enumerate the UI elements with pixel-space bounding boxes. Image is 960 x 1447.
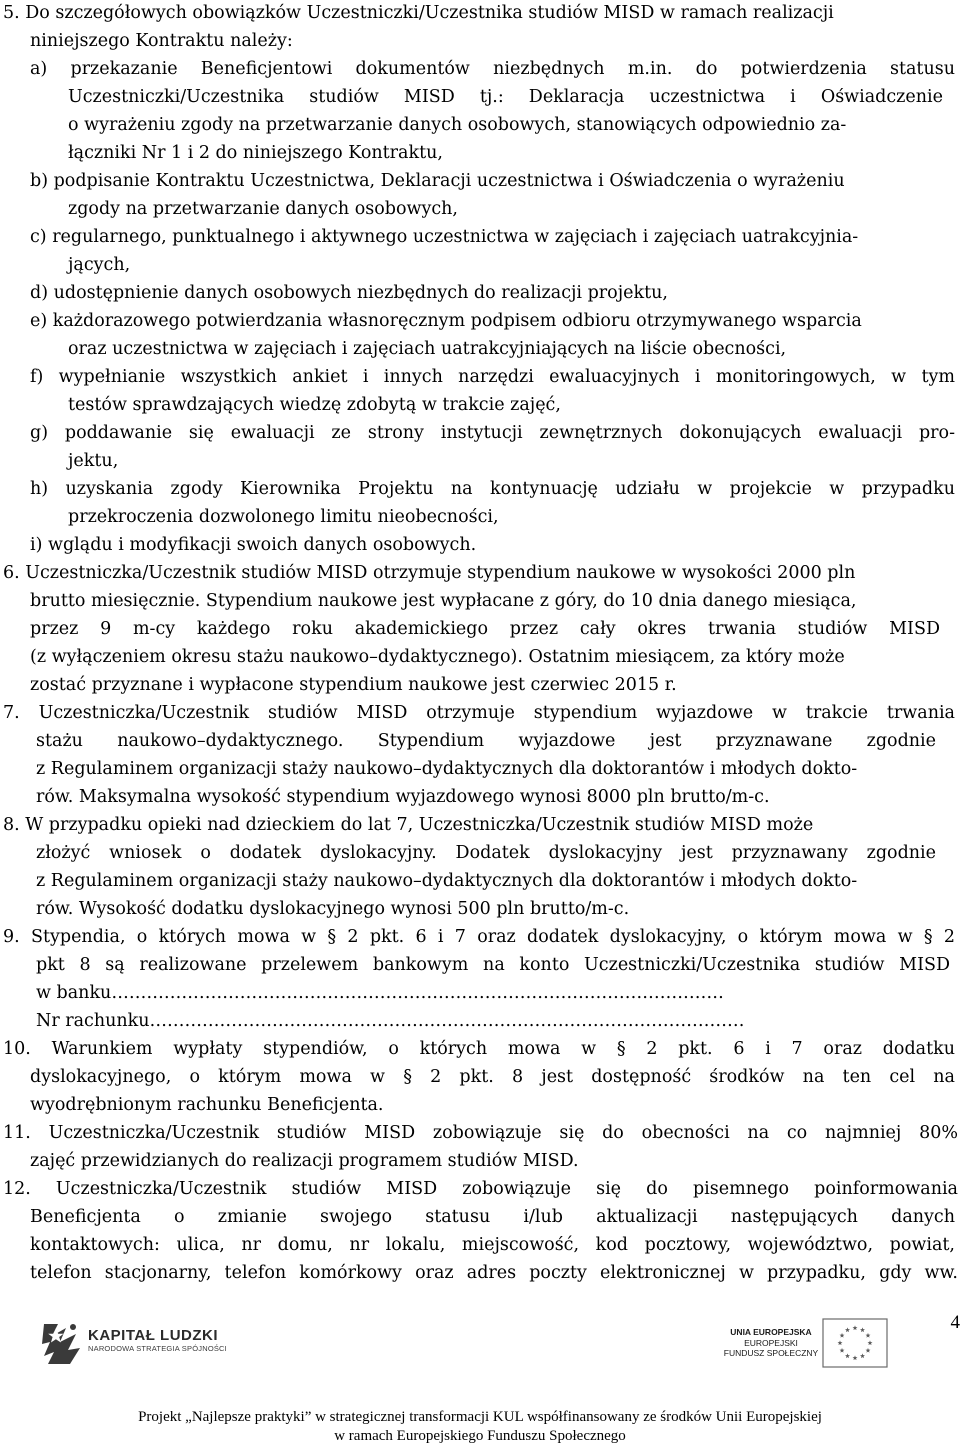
list-item-5b-line-2: zgody na przetwarzanie danych osobowych, bbox=[68, 199, 458, 219]
list-item-11-line-2: zajęć przewidzianych do realizacji programem studiów MISD. bbox=[30, 1151, 579, 1171]
kapital-ludzki-logo bbox=[40, 1318, 240, 1370]
list-item-6-line-1: 6. Uczestniczka/Uczestnik studiów MISD otrzymuje stypendium naukowe w wysokości 2000 pln bbox=[3, 563, 856, 583]
list-item-5c-line-2: jących, bbox=[68, 255, 131, 275]
eu-fund-label-1: EUROPEJSKI bbox=[744, 1337, 798, 1348]
list-item-12-line-1: 12. Uczestniczka/Uczestnik studiów MISD zobowiązuje się do pisemnego poinformowania bbox=[3, 1179, 958, 1199]
list-item-5b-line-1: b) podpisanie Kontraktu Uczestnictwa, Deklaracji uczestnictwa i Oświadczenia o wyrażeniu bbox=[30, 171, 845, 191]
list-item-7-line-3: z Regulaminem organizacji staży naukowo–dydaktycznych dla doktorantów i młodych dokto- bbox=[36, 759, 858, 779]
list-item-5e-line-1: e) każdorazowego potwierdzania własnoręcznym podpisem odbioru otrzymywanego wsparcia bbox=[30, 311, 862, 331]
list-item-5e-line-2: oraz uczestnictwa w zajęciach i zajęciach uatrakcyjniających na liście obecności, bbox=[68, 339, 787, 359]
list-item-8-line-3: z Regulaminem organizacji staży naukowo–dydaktycznych dla doktorantów i młodych dokto- bbox=[36, 871, 858, 891]
list-item-9-line-1: 9. Stypendia, o których mowa w § 2 pkt. 6 i 7 oraz dodatek dyslokacyjny, o którym mowa w § 2 bbox=[3, 927, 955, 947]
list-item-5g-line-2: jektu, bbox=[68, 451, 119, 471]
list-item-7-line-2: stażu naukowo–dydaktycznego. Stypendium wyjazdowe jest przyznawane zgodnie bbox=[36, 731, 936, 751]
eu-flag-icon bbox=[822, 1318, 888, 1368]
list-item-12-line-2: Beneficjenta o zmianie swojego statusu i/lub aktualizacji następujących danych bbox=[30, 1207, 955, 1227]
list-item-5a-line-4: łączniki Nr 1 i 2 do niniejszego Kontraktu, bbox=[68, 143, 443, 163]
list-item-5h-line-1: h) uzyskania zgody Kierownika Projektu na kontynuację udziału w projekcie w przypadku bbox=[30, 479, 955, 499]
list-item-5a-line-3: o wyrażeniu zgody na przetwarzanie danych osobowych, stanowiących odpowiednio za- bbox=[68, 115, 847, 135]
list-item-5g-line-1: g) poddawanie się ewaluacji ze strony instytucji zewnętrznych dokonujących ewaluacji pro- bbox=[30, 423, 955, 443]
list-item-9-line-2: pkt 8 są realizowane przelewem bankowym na konto Uczestniczki/Uczestnika studiów MISD bbox=[36, 955, 950, 975]
list-item-6-line-5: zostać przyznane i wypłacone stypendium naukowe jest czerwiec 2015 r. bbox=[30, 675, 677, 695]
footer-line-1: Projekt „Najlepsze praktyki” w strategicznej transformacji KUL współfinansowany ze środków Unii Europejskiej bbox=[138, 1409, 822, 1425]
kapital-ludzki-wordmark bbox=[88, 1327, 227, 1354]
list-item-5i-line-1: i) wglądu i modyfikacji swoich danych osobowych. bbox=[30, 535, 477, 555]
eu-efs-wordmark bbox=[722, 1327, 820, 1359]
list-item-5f-line-1: f) wypełnianie wszystkich ankiet i innych narzędzi ewaluacyjnych i monitoringowych, w tym bbox=[30, 367, 955, 387]
list-item-5c-line-1: c) regularnego, punktualnego i aktywnego uczestnictwa w zajęciach i zajęciach uatrakcyjnia- bbox=[30, 227, 859, 247]
list-item-5d-line-1: d) udostępnienie danych osobowych niezbędnych do realizacji projektu, bbox=[30, 283, 668, 303]
list-item-5h-line-2: przekroczenia dozwolonego limitu nieobecności, bbox=[68, 507, 499, 527]
list-item-10-line-3: wyodrębnionym rachunku Beneficjenta. bbox=[30, 1095, 384, 1115]
list-item-9-bank-field: w banku…………………………………………………………………………………………… bbox=[36, 983, 724, 1003]
kapital-ludzki-subtitle: NARODOWA STRATEGIA SPÓJNOŚCI bbox=[88, 1344, 227, 1353]
kapital-ludzki-emblem-icon bbox=[40, 1318, 82, 1368]
list-item-5f-line-2: testów sprawdzających wiedzę zdobytą w trakcie zajęć, bbox=[68, 395, 561, 415]
eu-efs-logo bbox=[722, 1318, 892, 1370]
page-number: 4 bbox=[950, 1312, 960, 1333]
kapital-ludzki-title: KAPITAŁ LUDZKI bbox=[88, 1327, 219, 1344]
list-item-5a-line-1: a) przekazanie Beneficjentowi dokumentów niezbędnych m.in. do potwierdzenia statusu bbox=[30, 59, 955, 79]
eu-union-label: UNIA EUROPEJSKA bbox=[730, 1327, 812, 1337]
list-item-6-line-2: brutto miesięcznie. Stypendium naukowe jest wypłacane z góry, do 10 dnia danego miesiąca, bbox=[30, 591, 857, 611]
list-item-11-line-1: 11. Uczestniczka/Uczestnik studiów MISD zobowiązuje się do obecności na co najmniej 80% bbox=[3, 1123, 958, 1143]
list-item-12-line-3: kontaktowych: ulica, nr domu, nr lokalu, miejscowość, kod pocztowy, województwo, powiat, bbox=[30, 1235, 955, 1255]
list-item-8-line-4: rów. Wysokość dodatku dyslokacyjnego wynosi 500 pln brutto/m-c. bbox=[36, 899, 630, 919]
list-item-6-line-4: (z wyłączeniem okresu stażu naukowo–dydaktycznego). Ostatnim miesiącem, za który może bbox=[30, 647, 845, 667]
list-item-10-line-2: dyslokacyjnego, o którym mowa w § 2 pkt. 8 jest dostępność środków na ten cel na bbox=[30, 1067, 955, 1087]
list-item-5-line-2: niniejszego Kontraktu należy: bbox=[30, 31, 293, 51]
list-item-7-line-4: rów. Maksymalna wysokość stypendium wyjazdowego wynosi 8000 pln brutto/m-c. bbox=[36, 787, 770, 807]
list-item-5-line-1: 5. Do szczegółowych obowiązków Uczestniczki/Uczestnika studiów MISD w ramach realizacji bbox=[3, 3, 834, 23]
list-item-8-line-2: złożyć wniosek o dodatek dyslokacyjny. Dodatek dyslokacyjny jest przyznawany zgodnie bbox=[36, 843, 936, 863]
list-item-12-line-4: telefon stacjonarny, telefon komórkowy oraz adres poczty elektronicznej w przypadku, gdy ww. bbox=[30, 1263, 958, 1283]
footer-line-2: w ramach Europejskiego Funduszu Społecznego bbox=[334, 1428, 626, 1444]
list-item-10-line-1: 10. Warunkiem wypłaty stypendiów, o których mowa w § 2 pkt. 6 i 7 oraz dodatku bbox=[3, 1039, 955, 1059]
list-item-6-line-3: przez 9 m-cy każdego roku akademickiego przez cały okres trwania studiów MISD bbox=[30, 619, 940, 639]
list-item-9-account-field: Nr rachunku………………………………………………………………………………………… bbox=[36, 1011, 745, 1031]
list-item-7-line-1: 7. Uczestniczka/Uczestnik studiów MISD otrzymuje stypendium wyjazdowe w trakcie trwania bbox=[3, 703, 955, 723]
eu-fund-label-2: FUNDUSZ SPOŁECZNY bbox=[723, 1348, 819, 1358]
list-item-5a-line-2: Uczestniczki/Uczestnika studiów MISD tj.: Deklaracja uczestnictwa i Oświadczenie bbox=[68, 87, 943, 107]
list-item-8-line-1: 8. W przypadku opieki nad dzieckiem do lat 7, Uczestniczka/Uczestnik studiów MISD może bbox=[3, 815, 814, 835]
